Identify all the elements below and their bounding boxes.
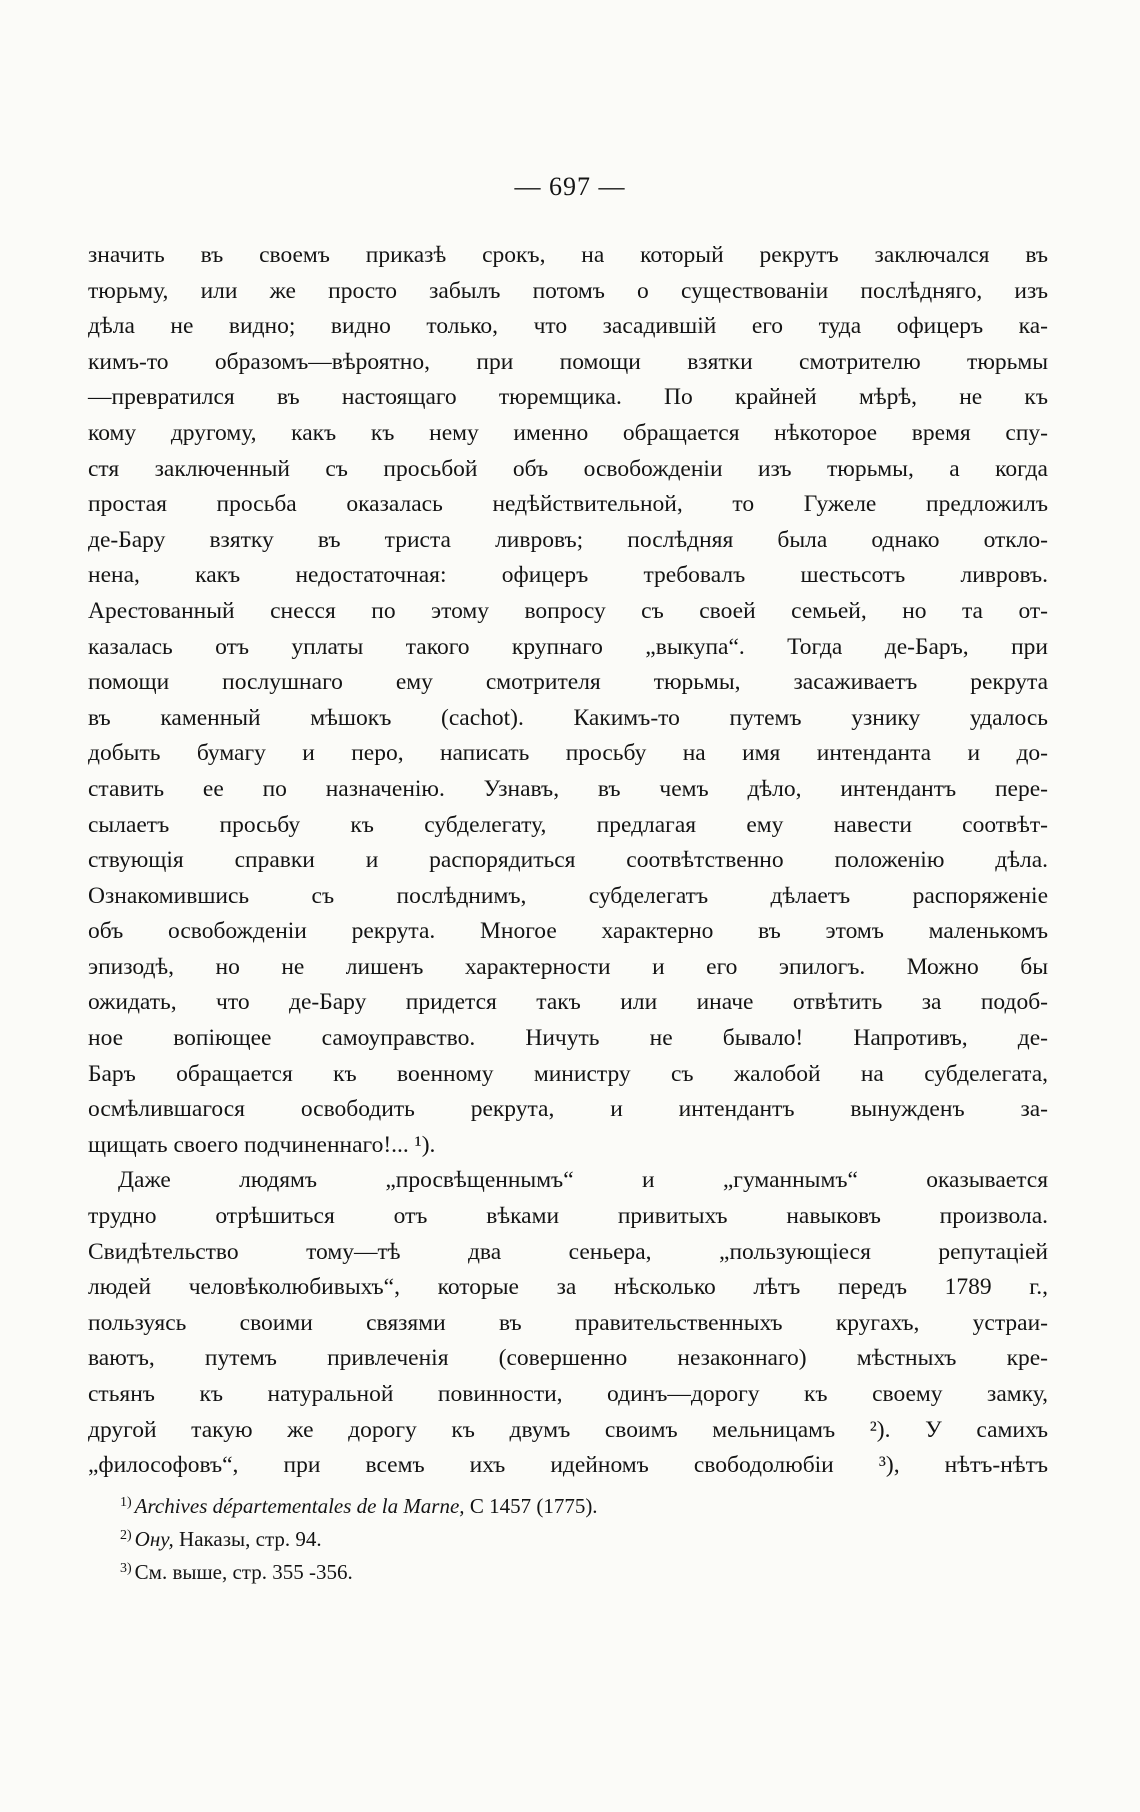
- text-line: ное вопіющее самоуправство. Ничуть не бывало! Напротивъ, де-: [88, 1025, 1048, 1052]
- text-line: „философовъ“, при всемъ ихъ идейномъ свободолюбіи ³), нѣтъ-нѣтъ: [88, 1452, 1048, 1479]
- footnote-text: Наказы, стр. 94.: [173, 1527, 322, 1551]
- text-line: де-Бару взятку въ триста ливровъ; послѣдняя была однако откло-: [88, 526, 1048, 553]
- text-line: помощи послушнаго ему смотрителя тюрьмы, засаживаетъ рекрута: [88, 669, 1048, 696]
- body-text: [88, 238, 1048, 1484]
- text-line: казалась отъ уплаты такого крупнаго „выкупа“. Тогда де-Баръ, при: [88, 633, 1048, 660]
- footnote-1: [120, 1486, 1020, 1519]
- text-line: Баръ обращается къ военному министру съ жалобой на субделегата,: [88, 1060, 1048, 1087]
- footnote-marker: 3): [120, 1561, 132, 1576]
- text-line: другой такую же дорогу къ двумъ своимъ мельницамъ ²). У самихъ: [88, 1416, 1048, 1443]
- text-line: дѣла не видно; видно только, что засадившій его туда офицеръ ка-: [88, 313, 1048, 340]
- text-line: стьянъ къ натуральной повинности, одинъ—дорогу къ своему замку,: [88, 1381, 1048, 1407]
- footnote-text: См. выше, стр. 355 -356.: [134, 1560, 353, 1584]
- text-line: ставить ее по назначенію. Узнавъ, въ чемъ дѣло, интендантъ пере-: [88, 775, 1048, 802]
- text-line: трудно отрѣшиться отъ вѣками привитыхъ навыковъ произвола.: [88, 1203, 1048, 1230]
- text-line: эпизодѣ, но не лишенъ характерности и его эпилогъ. Можно бы: [88, 953, 1048, 980]
- footnote-marker: 1): [120, 1495, 132, 1510]
- text-line: Свидѣтельство тому—тѣ два сеньера, „пользующіеся репутаціей: [88, 1238, 1048, 1265]
- text-line: —превратился въ настоящаго тюремщика. По крайней мѣрѣ, не къ: [88, 384, 1048, 411]
- footnote-source: Archives départementales de la Marne,: [134, 1494, 465, 1518]
- text-line: стя заключенный съ просьбой объ освобожденіи изъ тюрьмы, а когда: [88, 455, 1048, 482]
- text-line: кимъ-то образомъ—вѣроятно, при помощи взятки смотрителю тюрьмы: [88, 348, 1048, 375]
- text-line: осмѣлившагося освободить рекрута, и интендантъ вынужденъ за-: [88, 1096, 1048, 1123]
- text-line: ваютъ, путемъ привлеченія (совершенно незаконнаго) мѣстныхъ кре-: [88, 1345, 1048, 1372]
- text-line: пользуясь своими связями въ правительственныхъ кругахъ, устраи-: [88, 1309, 1048, 1336]
- text-line: Ознакомившись съ послѣднимъ, субделегатъ дѣлаетъ распоряженіе: [88, 882, 1048, 909]
- text-line: Арестованный снесся по этому вопросу съ своей семьей, но та от-: [88, 597, 1048, 624]
- text-line: ожидать, что де-Бару придется такъ или иначе отвѣтить за подоб-: [88, 989, 1048, 1016]
- text-line: кому другому, какъ къ нему именно обращается нѣкоторое время спу-: [88, 419, 1048, 446]
- text-line: объ освобожденіи рекрута. Многое характерно въ этомъ маленькомъ: [88, 918, 1048, 945]
- text-line: тюрьму, или же просто забылъ потомъ о существованіи послѣдняго, изъ: [88, 277, 1048, 304]
- text-line: нена, какъ недостаточная: офицеръ требовалъ шестьсотъ ливровъ.: [88, 562, 1048, 589]
- paragraph-start-line: Даже людямъ „просвѣщеннымъ“ и „гуманнымъ“ оказывается: [118, 1167, 1048, 1194]
- text-line: въ каменный мѣшокъ (cachot). Какимъ-то путемъ узнику удалось: [88, 704, 1048, 731]
- text-line: добыть бумагу и перо, написать просьбу на имя интенданта и до-: [88, 740, 1048, 767]
- text-line: значить въ своемъ приказѣ срокъ, на который рекрутъ заключался въ: [88, 242, 1048, 268]
- footnote-marker: 2): [120, 1528, 132, 1543]
- footnote-2: [120, 1519, 1020, 1552]
- text-line: простая просьба оказалась недѣйствительной, то Гужеле предложилъ: [88, 491, 1048, 518]
- footnote-text: C 1457 (1775).: [464, 1494, 598, 1518]
- footnote-source: Ону,: [134, 1527, 174, 1551]
- footnote-3: [120, 1552, 1020, 1585]
- text-line: сылаетъ просьбу къ субделегату, предлагая ему навести соотвѣт-: [88, 811, 1048, 838]
- footnotes: [120, 1486, 1020, 1585]
- text-line: ствующія справки и распорядиться соотвѣтственно положенію дѣла.: [88, 847, 1048, 874]
- text-line: щищать своего подчиненнаго!... ¹).: [88, 1131, 436, 1158]
- text-line: людей человѣколюбивыхъ“, которые за нѣсколько лѣтъ передъ 1789 г.,: [88, 1274, 1048, 1301]
- page-number: — 697 —: [514, 172, 626, 201]
